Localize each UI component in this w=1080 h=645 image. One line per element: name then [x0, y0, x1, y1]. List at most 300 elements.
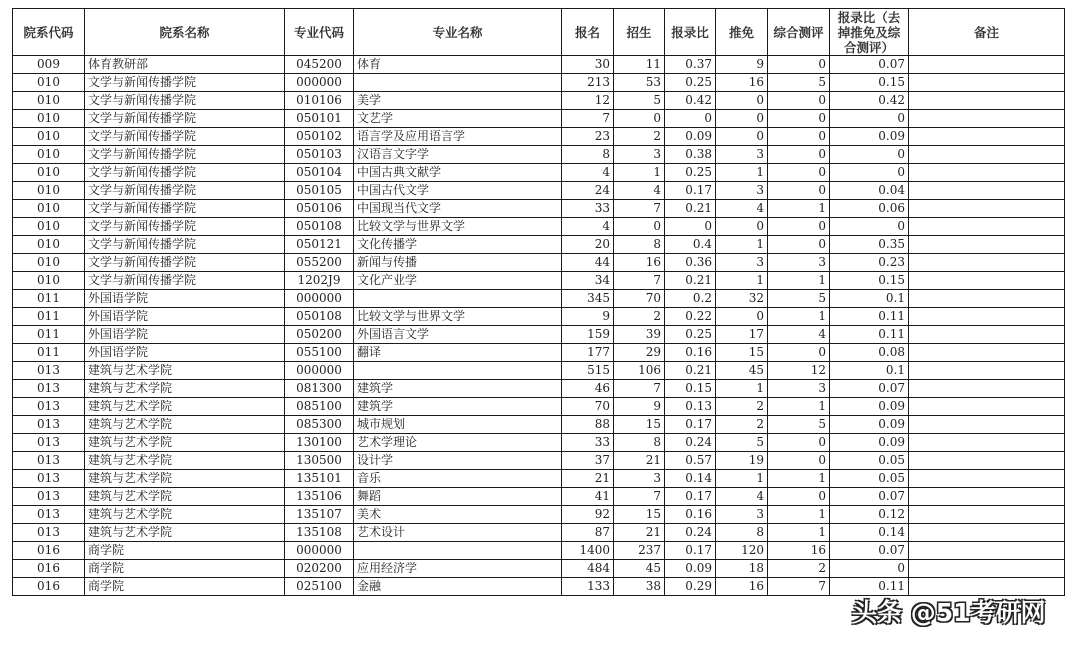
table-row	[13, 308, 1065, 326]
cell-applicants: 4	[562, 164, 614, 182]
cell-applicants: 345	[562, 290, 614, 308]
cell-enrolled: 9	[614, 398, 665, 416]
cell-dept-code: 010	[13, 200, 85, 218]
cell-major-code: 000000	[285, 74, 354, 92]
cell-dept-name: 建筑与艺术学院	[85, 380, 285, 398]
cell-comprehensive-eval: 3	[768, 380, 830, 398]
cell-major-name: 设计学	[354, 452, 562, 470]
cell-dept-code: 013	[13, 524, 85, 542]
col-header-adjusted-ratio: 报录比（去掉推免及综合测评）	[830, 9, 909, 56]
cell-comprehensive-eval: 0	[768, 236, 830, 254]
cell-notes	[909, 542, 1065, 560]
cell-ratio: 0.13	[665, 398, 716, 416]
cell-notes	[909, 218, 1065, 236]
cell-major-code: 135101	[285, 470, 354, 488]
cell-notes	[909, 182, 1065, 200]
cell-comprehensive-eval: 0	[768, 146, 830, 164]
cell-dept-code: 013	[13, 452, 85, 470]
cell-notes	[909, 362, 1065, 380]
cell-comprehensive-eval: 5	[768, 74, 830, 92]
cell-applicants: 213	[562, 74, 614, 92]
cell-major-code: 050101	[285, 110, 354, 128]
cell-dept-name: 文学与新闻传播学院	[85, 254, 285, 272]
cell-major-code: 135107	[285, 506, 354, 524]
cell-dept-code: 010	[13, 164, 85, 182]
table-row	[13, 488, 1065, 506]
table-row	[13, 542, 1065, 560]
cell-dept-name: 文学与新闻传播学院	[85, 164, 285, 182]
cell-dept-name: 文学与新闻传播学院	[85, 74, 285, 92]
cell-applicants: 30	[562, 56, 614, 74]
cell-comprehensive-eval: 0	[768, 488, 830, 506]
cell-enrolled: 1	[614, 164, 665, 182]
cell-dept-code: 016	[13, 560, 85, 578]
cell-applicants: 159	[562, 326, 614, 344]
cell-ratio: 0.17	[665, 416, 716, 434]
cell-dept-code: 010	[13, 254, 85, 272]
cell-adjusted-ratio: 0.09	[830, 128, 909, 146]
cell-recommended: 4	[716, 200, 768, 218]
cell-comprehensive-eval: 0	[768, 92, 830, 110]
header-row	[13, 9, 1065, 56]
table-body	[13, 56, 1065, 596]
cell-dept-name: 建筑与艺术学院	[85, 470, 285, 488]
table-row	[13, 290, 1065, 308]
cell-comprehensive-eval: 1	[768, 272, 830, 290]
cell-ratio: 0.24	[665, 524, 716, 542]
cell-major-name: 体育	[354, 56, 562, 74]
cell-adjusted-ratio: 0.1	[830, 362, 909, 380]
table-row	[13, 236, 1065, 254]
cell-dept-name: 文学与新闻传播学院	[85, 200, 285, 218]
cell-major-code: 000000	[285, 362, 354, 380]
cell-dept-code: 010	[13, 218, 85, 236]
cell-comprehensive-eval: 1	[768, 200, 830, 218]
cell-applicants: 87	[562, 524, 614, 542]
table-row	[13, 254, 1065, 272]
cell-major-name: 中国古典文献学	[354, 164, 562, 182]
cell-major-code: 055200	[285, 254, 354, 272]
cell-adjusted-ratio: 0.06	[830, 200, 909, 218]
col-header-dept-name: 院系名称	[85, 9, 285, 56]
table-row	[13, 380, 1065, 398]
table-row	[13, 470, 1065, 488]
cell-dept-code: 010	[13, 74, 85, 92]
cell-major-name: 比较文学与世界文学	[354, 218, 562, 236]
cell-major-name: 城市规划	[354, 416, 562, 434]
cell-enrolled: 7	[614, 380, 665, 398]
table-row	[13, 560, 1065, 578]
cell-major-code: 050103	[285, 146, 354, 164]
cell-comprehensive-eval: 0	[768, 344, 830, 362]
cell-major-name: 音乐	[354, 470, 562, 488]
cell-notes	[909, 128, 1065, 146]
cell-notes	[909, 290, 1065, 308]
cell-dept-code: 013	[13, 416, 85, 434]
cell-applicants: 177	[562, 344, 614, 362]
cell-major-name: 应用经济学	[354, 560, 562, 578]
table-row	[13, 218, 1065, 236]
cell-dept-name: 外国语学院	[85, 290, 285, 308]
cell-dept-code: 016	[13, 578, 85, 596]
col-header-ratio: 报录比	[665, 9, 716, 56]
cell-adjusted-ratio: 0.15	[830, 272, 909, 290]
cell-major-name	[354, 362, 562, 380]
cell-dept-code: 013	[13, 470, 85, 488]
cell-enrolled: 8	[614, 236, 665, 254]
col-header-recommended: 推免	[716, 9, 768, 56]
cell-dept-code: 010	[13, 146, 85, 164]
table-row	[13, 56, 1065, 74]
cell-applicants: 37	[562, 452, 614, 470]
cell-notes	[909, 470, 1065, 488]
cell-major-name: 比较文学与世界文学	[354, 308, 562, 326]
cell-recommended: 17	[716, 326, 768, 344]
cell-dept-name: 建筑与艺术学院	[85, 416, 285, 434]
cell-dept-code: 011	[13, 344, 85, 362]
table-row	[13, 92, 1065, 110]
cell-major-name: 建筑学	[354, 380, 562, 398]
cell-comprehensive-eval: 7	[768, 578, 830, 596]
cell-enrolled: 11	[614, 56, 665, 74]
table-row	[13, 128, 1065, 146]
cell-major-name: 中国现当代文学	[354, 200, 562, 218]
cell-major-name: 金融	[354, 578, 562, 596]
cell-dept-code: 016	[13, 542, 85, 560]
cell-major-code: 020200	[285, 560, 354, 578]
cell-notes	[909, 416, 1065, 434]
cell-adjusted-ratio: 0.09	[830, 434, 909, 452]
cell-major-name: 文化传播学	[354, 236, 562, 254]
cell-adjusted-ratio: 0.23	[830, 254, 909, 272]
cell-comprehensive-eval: 1	[768, 308, 830, 326]
cell-dept-name: 文学与新闻传播学院	[85, 92, 285, 110]
cell-applicants: 41	[562, 488, 614, 506]
cell-ratio: 0.16	[665, 344, 716, 362]
cell-applicants: 1400	[562, 542, 614, 560]
cell-enrolled: 70	[614, 290, 665, 308]
cell-ratio: 0	[665, 110, 716, 128]
cell-major-code: 000000	[285, 290, 354, 308]
cell-ratio: 0.15	[665, 380, 716, 398]
cell-ratio: 0.25	[665, 326, 716, 344]
cell-recommended: 1	[716, 380, 768, 398]
cell-comprehensive-eval: 0	[768, 110, 830, 128]
cell-applicants: 70	[562, 398, 614, 416]
cell-dept-name: 商学院	[85, 542, 285, 560]
cell-recommended: 0	[716, 218, 768, 236]
cell-ratio: 0.16	[665, 506, 716, 524]
cell-ratio: 0.38	[665, 146, 716, 164]
cell-applicants: 92	[562, 506, 614, 524]
cell-major-name: 美学	[354, 92, 562, 110]
cell-ratio: 0.14	[665, 470, 716, 488]
cell-dept-code: 010	[13, 110, 85, 128]
cell-major-code: 135106	[285, 488, 354, 506]
cell-dept-code: 013	[13, 380, 85, 398]
cell-dept-name: 建筑与艺术学院	[85, 434, 285, 452]
cell-dept-name: 商学院	[85, 578, 285, 596]
cell-comprehensive-eval: 0	[768, 128, 830, 146]
cell-major-code: 050105	[285, 182, 354, 200]
cell-notes	[909, 200, 1065, 218]
cell-enrolled: 2	[614, 128, 665, 146]
cell-adjusted-ratio: 0.14	[830, 524, 909, 542]
table-row	[13, 146, 1065, 164]
cell-dept-name: 外国语学院	[85, 308, 285, 326]
cell-ratio: 0.42	[665, 92, 716, 110]
cell-recommended: 0	[716, 110, 768, 128]
cell-dept-name: 文学与新闻传播学院	[85, 146, 285, 164]
cell-adjusted-ratio: 0	[830, 560, 909, 578]
cell-ratio: 0.37	[665, 56, 716, 74]
cell-major-code: 130100	[285, 434, 354, 452]
cell-comprehensive-eval: 1	[768, 470, 830, 488]
cell-ratio: 0.4	[665, 236, 716, 254]
cell-applicants: 7	[562, 110, 614, 128]
cell-dept-name: 外国语学院	[85, 326, 285, 344]
cell-comprehensive-eval: 1	[768, 524, 830, 542]
cell-notes	[909, 272, 1065, 290]
cell-adjusted-ratio: 0	[830, 164, 909, 182]
table-row	[13, 110, 1065, 128]
cell-dept-name: 体育教研部	[85, 56, 285, 74]
cell-recommended: 1	[716, 236, 768, 254]
cell-adjusted-ratio: 0.11	[830, 308, 909, 326]
cell-major-code: 050108	[285, 218, 354, 236]
cell-dept-code: 013	[13, 506, 85, 524]
cell-major-name	[354, 74, 562, 92]
cell-adjusted-ratio: 0	[830, 110, 909, 128]
cell-dept-code: 013	[13, 434, 85, 452]
cell-dept-code: 011	[13, 326, 85, 344]
cell-recommended: 4	[716, 488, 768, 506]
table-row	[13, 344, 1065, 362]
cell-dept-name: 建筑与艺术学院	[85, 506, 285, 524]
cell-ratio: 0.17	[665, 182, 716, 200]
cell-ratio: 0.21	[665, 362, 716, 380]
cell-dept-code: 011	[13, 308, 85, 326]
cell-enrolled: 3	[614, 470, 665, 488]
cell-enrolled: 39	[614, 326, 665, 344]
cell-enrolled: 4	[614, 182, 665, 200]
cell-enrolled: 38	[614, 578, 665, 596]
cell-enrolled: 21	[614, 452, 665, 470]
cell-adjusted-ratio: 0.08	[830, 344, 909, 362]
cell-notes	[909, 506, 1065, 524]
cell-adjusted-ratio: 0.07	[830, 542, 909, 560]
cell-ratio: 0.17	[665, 542, 716, 560]
cell-notes	[909, 524, 1065, 542]
cell-ratio: 0.25	[665, 164, 716, 182]
watermark: 头条 @51考研网	[852, 598, 1046, 627]
cell-notes	[909, 452, 1065, 470]
cell-notes	[909, 74, 1065, 92]
table-row	[13, 272, 1065, 290]
cell-applicants: 21	[562, 470, 614, 488]
cell-recommended: 18	[716, 560, 768, 578]
cell-adjusted-ratio: 0.15	[830, 74, 909, 92]
cell-adjusted-ratio: 0.07	[830, 488, 909, 506]
cell-applicants: 12	[562, 92, 614, 110]
cell-applicants: 33	[562, 200, 614, 218]
cell-applicants: 9	[562, 308, 614, 326]
cell-major-name: 文艺学	[354, 110, 562, 128]
cell-adjusted-ratio: 0.07	[830, 380, 909, 398]
cell-adjusted-ratio: 0.09	[830, 398, 909, 416]
cell-major-name: 美术	[354, 506, 562, 524]
cell-adjusted-ratio: 0.1	[830, 290, 909, 308]
cell-notes	[909, 434, 1065, 452]
cell-recommended: 2	[716, 398, 768, 416]
cell-applicants: 4	[562, 218, 614, 236]
cell-ratio: 0.17	[665, 488, 716, 506]
cell-recommended: 3	[716, 182, 768, 200]
cell-major-code: 050200	[285, 326, 354, 344]
cell-notes	[909, 164, 1065, 182]
cell-adjusted-ratio: 0.11	[830, 326, 909, 344]
cell-dept-name: 建筑与艺术学院	[85, 524, 285, 542]
cell-major-code: 050108	[285, 308, 354, 326]
cell-applicants: 8	[562, 146, 614, 164]
table-row	[13, 452, 1065, 470]
cell-notes	[909, 488, 1065, 506]
cell-enrolled: 3	[614, 146, 665, 164]
cell-dept-name: 文学与新闻传播学院	[85, 128, 285, 146]
cell-adjusted-ratio: 0.05	[830, 452, 909, 470]
cell-enrolled: 7	[614, 488, 665, 506]
cell-major-code: 085300	[285, 416, 354, 434]
cell-comprehensive-eval: 0	[768, 164, 830, 182]
cell-ratio: 0.57	[665, 452, 716, 470]
cell-recommended: 19	[716, 452, 768, 470]
cell-comprehensive-eval: 16	[768, 542, 830, 560]
cell-dept-code: 010	[13, 128, 85, 146]
cell-major-code: 000000	[285, 542, 354, 560]
cell-comprehensive-eval: 2	[768, 560, 830, 578]
cell-enrolled: 15	[614, 416, 665, 434]
cell-major-name: 中国古代文学	[354, 182, 562, 200]
cell-dept-code: 010	[13, 236, 85, 254]
cell-major-name: 外国语言文学	[354, 326, 562, 344]
cell-comprehensive-eval: 0	[768, 452, 830, 470]
cell-ratio: 0.09	[665, 560, 716, 578]
cell-enrolled: 0	[614, 218, 665, 236]
cell-major-name: 新闻与传播	[354, 254, 562, 272]
cell-recommended: 16	[716, 578, 768, 596]
cell-dept-name: 建筑与艺术学院	[85, 398, 285, 416]
cell-enrolled: 8	[614, 434, 665, 452]
cell-dept-name: 商学院	[85, 560, 285, 578]
cell-comprehensive-eval: 0	[768, 218, 830, 236]
cell-applicants: 34	[562, 272, 614, 290]
cell-adjusted-ratio: 0	[830, 146, 909, 164]
cell-ratio: 0.09	[665, 128, 716, 146]
cell-recommended: 1	[716, 164, 768, 182]
cell-ratio: 0.2	[665, 290, 716, 308]
cell-dept-code: 009	[13, 56, 85, 74]
cell-comprehensive-eval: 3	[768, 254, 830, 272]
cell-recommended: 3	[716, 146, 768, 164]
cell-major-code: 055100	[285, 344, 354, 362]
cell-major-code: 010106	[285, 92, 354, 110]
cell-recommended: 15	[716, 344, 768, 362]
cell-major-name: 翻译	[354, 344, 562, 362]
col-header-enrolled: 招生	[614, 9, 665, 56]
cell-enrolled: 29	[614, 344, 665, 362]
cell-notes	[909, 254, 1065, 272]
cell-major-code: 081300	[285, 380, 354, 398]
cell-dept-name: 文学与新闻传播学院	[85, 218, 285, 236]
cell-notes	[909, 236, 1065, 254]
table-row	[13, 200, 1065, 218]
cell-notes	[909, 308, 1065, 326]
cell-ratio: 0.29	[665, 578, 716, 596]
table-row	[13, 524, 1065, 542]
cell-dept-code: 010	[13, 272, 85, 290]
cell-major-name: 文化产业学	[354, 272, 562, 290]
cell-major-name: 语言学及应用语言学	[354, 128, 562, 146]
cell-enrolled: 15	[614, 506, 665, 524]
cell-adjusted-ratio: 0.07	[830, 56, 909, 74]
cell-enrolled: 45	[614, 560, 665, 578]
col-header-major-name: 专业名称	[354, 9, 562, 56]
cell-notes	[909, 560, 1065, 578]
cell-recommended: 2	[716, 416, 768, 434]
cell-notes	[909, 398, 1065, 416]
cell-applicants: 33	[562, 434, 614, 452]
cell-notes	[909, 56, 1065, 74]
cell-adjusted-ratio: 0.12	[830, 506, 909, 524]
cell-adjusted-ratio: 0.05	[830, 470, 909, 488]
cell-adjusted-ratio: 0.42	[830, 92, 909, 110]
cell-recommended: 0	[716, 92, 768, 110]
cell-notes	[909, 92, 1065, 110]
cell-recommended: 32	[716, 290, 768, 308]
cell-adjusted-ratio: 0.11	[830, 578, 909, 596]
cell-major-code: 050121	[285, 236, 354, 254]
cell-dept-code: 013	[13, 362, 85, 380]
table-row	[13, 362, 1065, 380]
cell-recommended: 3	[716, 506, 768, 524]
cell-recommended: 0	[716, 308, 768, 326]
cell-dept-name: 建筑与艺术学院	[85, 452, 285, 470]
cell-recommended: 0	[716, 128, 768, 146]
cell-ratio: 0.36	[665, 254, 716, 272]
cell-major-code: 045200	[285, 56, 354, 74]
cell-applicants: 23	[562, 128, 614, 146]
col-header-applicants: 报名	[562, 9, 614, 56]
cell-recommended: 16	[716, 74, 768, 92]
cell-major-name: 艺术学理论	[354, 434, 562, 452]
cell-recommended: 45	[716, 362, 768, 380]
table-row	[13, 416, 1065, 434]
cell-major-name: 汉语言文字学	[354, 146, 562, 164]
cell-recommended: 5	[716, 434, 768, 452]
cell-applicants: 44	[562, 254, 614, 272]
cell-major-code: 130500	[285, 452, 354, 470]
table-row	[13, 398, 1065, 416]
cell-major-name	[354, 542, 562, 560]
cell-comprehensive-eval: 4	[768, 326, 830, 344]
cell-applicants: 20	[562, 236, 614, 254]
table-row	[13, 164, 1065, 182]
cell-dept-name: 文学与新闻传播学院	[85, 182, 285, 200]
cell-ratio: 0.22	[665, 308, 716, 326]
cell-dept-name: 文学与新闻传播学院	[85, 110, 285, 128]
cell-ratio: 0	[665, 218, 716, 236]
cell-enrolled: 53	[614, 74, 665, 92]
